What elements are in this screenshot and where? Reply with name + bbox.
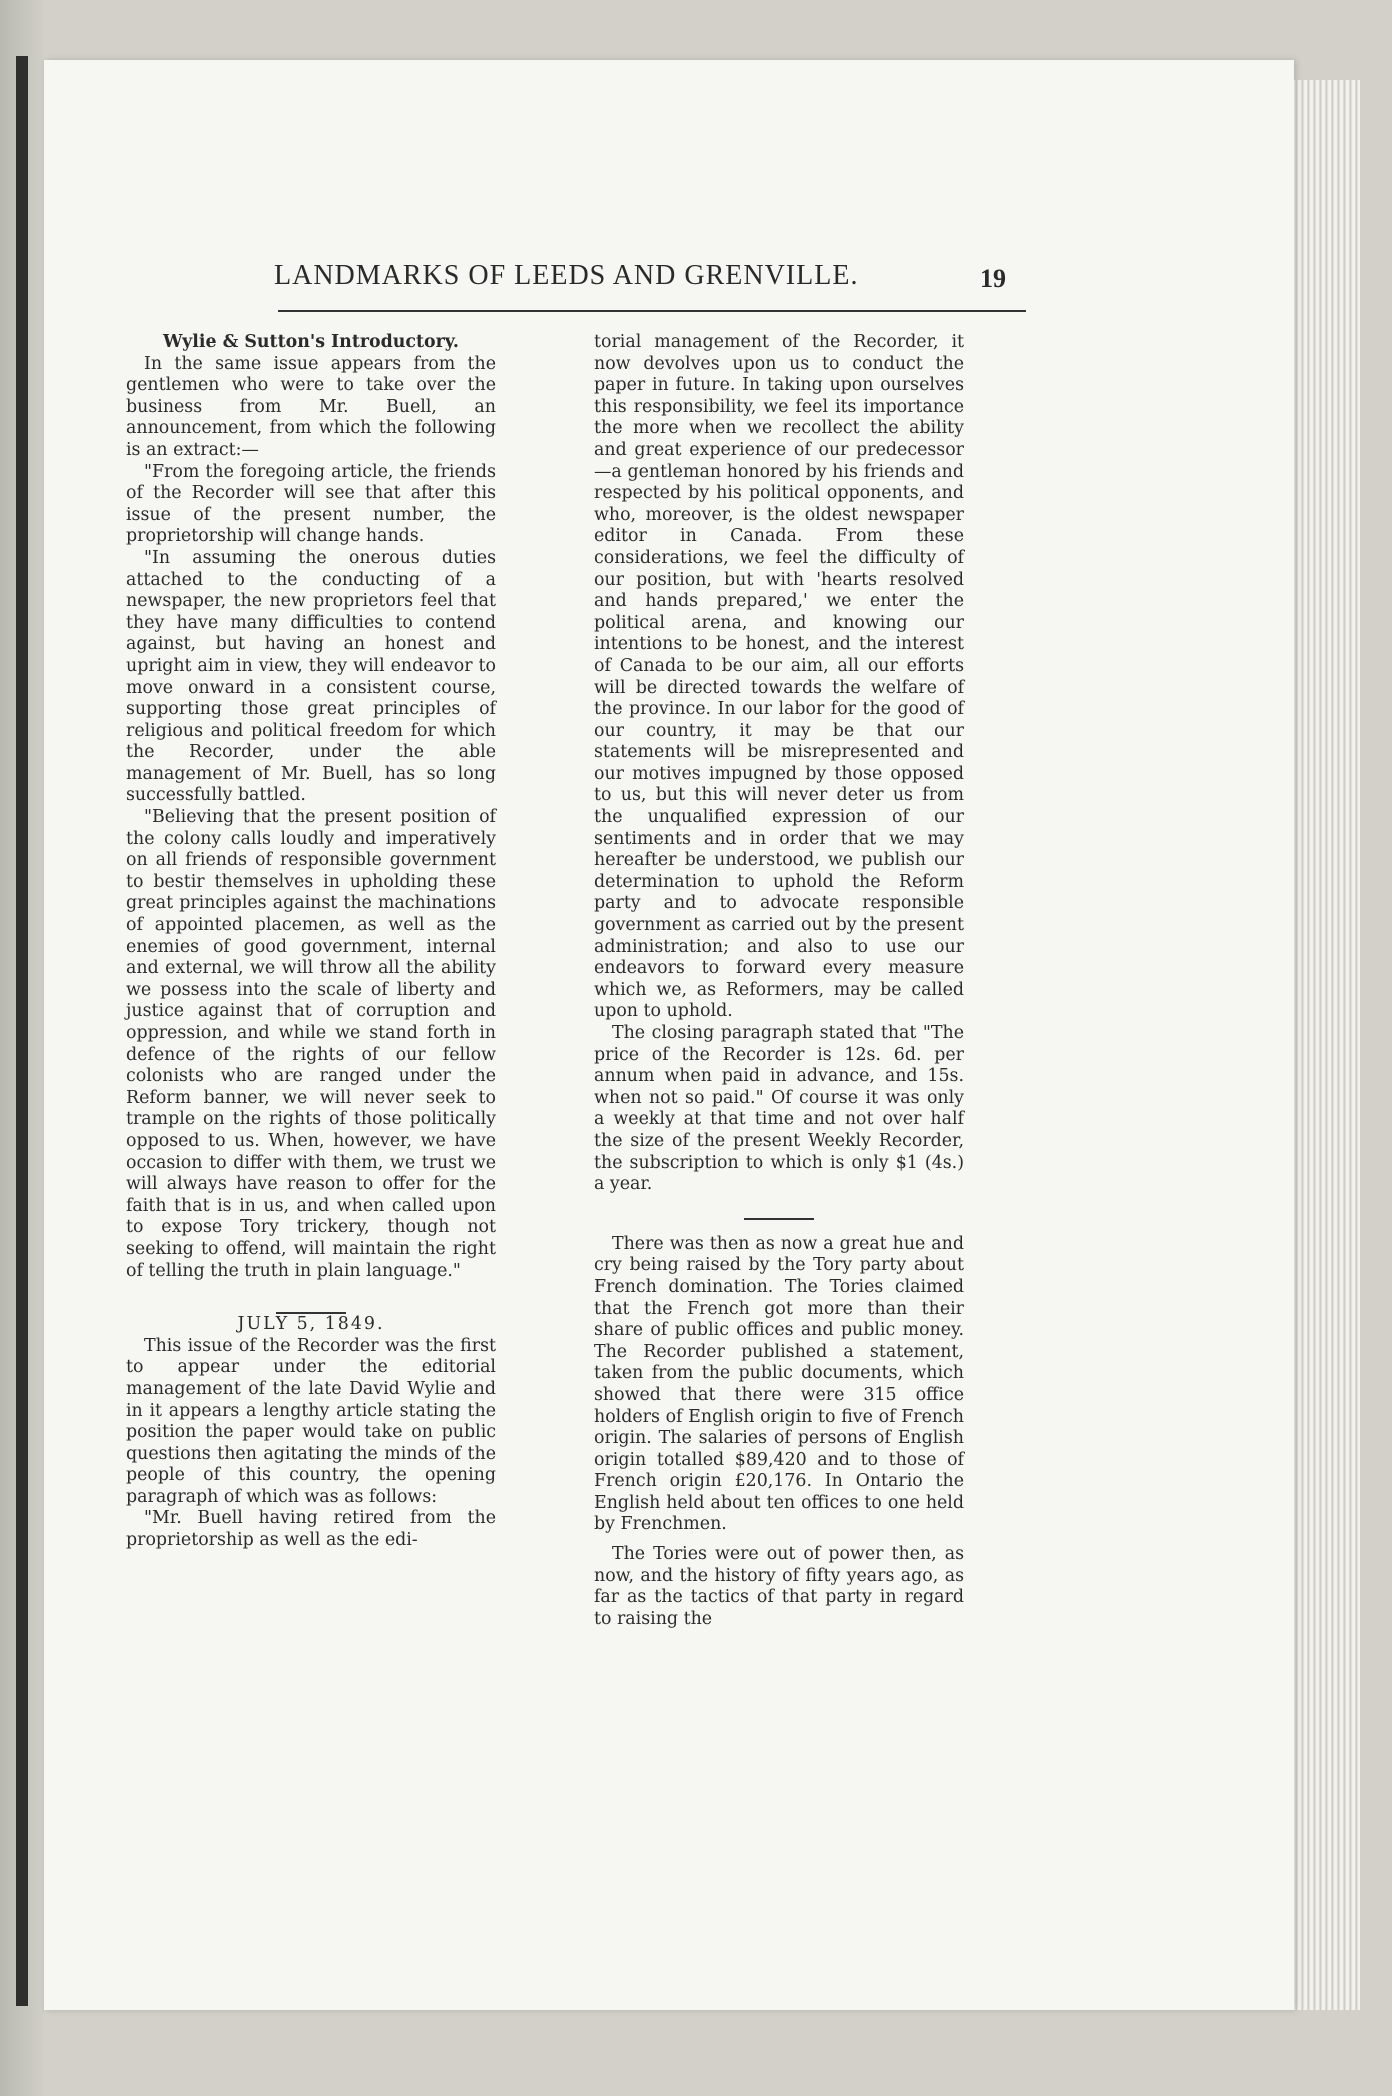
paragraph: In the same issue appears from the gentlemen who were to take over the business from Mr. Buell, an announcement, from which the following is an extract:— (126, 353, 496, 460)
page-number: 19 (980, 264, 1006, 293)
paragraph: The Tories were out of power then, as now, and the history of fifty years ago, as far as the tactics of that party in regard to raising the (594, 1544, 964, 1629)
paragraph: The closing paragraph stated that "The price of the Recorder is 12s. 6d. per annum when paid in advance, and 15s. when not so paid." Of course it was only a weekly at that time and not over half the size of the present Weekly Recorder, the subscription to which is only $1 (4s.) a year. (594, 1023, 964, 1195)
left-column (126, 332, 496, 1552)
section-heading: Wylie & Sutton's Introductory. (163, 332, 459, 352)
paragraph-continued: torial management of the Recorder, it now devolves upon us to conduct the paper in future. In taking upon ourselves this responsibility, we feel its importance the more when we recollect the ability and great experience of our predecessor—a gentleman honored by his friends and respected by his political opponents, and who, moreover, is the oldest newspaper editor in Canada. From these considerations, we feel the difficulty of our position, but with 'hearts resolved and hands prepared,' we enter the political arena, and knowing our intentions to be honest, and the interest of Canada to be our aim, all our efforts will be directed towards the welfare of the province. In our labor for the good of our country, it may be that our statements will be misrepresented and our motives impugned by those opposed to us, but this will never deter us from the unqualified expression of our sentiments and in order that we may hereafter be understood, we publish our determination to uphold the Reform party and to advocate responsible government as carried out by the present administration; and also to use our endeavors to forward every measure which we, as Reformers, may be called upon to uphold. (594, 332, 964, 1022)
book-spine-shadow (16, 56, 28, 2006)
right-column (594, 332, 964, 1630)
header-rule (278, 310, 1026, 312)
paragraph: "Believing that the present position of the colony calls loudly and imperatively on all friends of responsible government to bestir themselves in upholding these great principles against the machinations of appointed placemen, as well as the enemies of good government, internal and external, we will throw all the ability we possess into the scale of liberty and justice against that of corruption and oppression, and while we stand forth in defence of the rights of our fellow colonists who are ranged under the Reform banner, we will never seek to trample on the rights of those politically opposed to us. When, however, we have occasion to differ with them, we trust we will always have reason to offer for the faith that is in us, and when called upon to expose Tory trickery, though not seeking to offend, will maintain the right of telling the truth in plain language." (126, 807, 496, 1281)
paragraph: "In assuming the onerous duties attached to the conducting of a newspaper, the new proprietors feel that they have many difficulties to contend against, but having an honest and upright aim in view, they will endeavor to move onward in a consistent course, supporting those great principles of religious and political freedom for which the Recorder, under the able management of Mr. Buell, has so long successfully battled. (126, 547, 496, 806)
paragraph: This issue of the Recorder was the first to appear under the editorial management of the late David Wylie and in it appears a lengthy article stating the position the paper would take on public questions then agitating the minds of the people of this country, the opening paragraph of which was as follows: (126, 1335, 496, 1507)
paragraph: "From the foregoing article, the friends of the Recorder will see that after this issue of the present number, the proprietorship will change hands. (126, 461, 496, 547)
dateline: JULY 5, 1849. (237, 1314, 385, 1335)
running-head: LANDMARKS OF LEEDS AND GRENVILLE. (274, 260, 859, 291)
paragraph: There was then as now a great hue and cry being raised by the Tory party about French domination. The Tories claimed that the French got more than their share of public offices and public money. The Recorder published a statement, taken from the public documents, which showed that there were 315 office holders of English origin to five of French origin. The salaries of persons of English origin totalled $89,420 and to those of French origin £20,176. In Ontario the English held about ten offices to one held by Frenchmen. (594, 1233, 964, 1535)
book-page (44, 60, 1294, 2010)
section-divider (744, 1218, 814, 1220)
paragraph: "Mr. Buell having retired from the proprietorship as well as the edi- (126, 1508, 496, 1551)
